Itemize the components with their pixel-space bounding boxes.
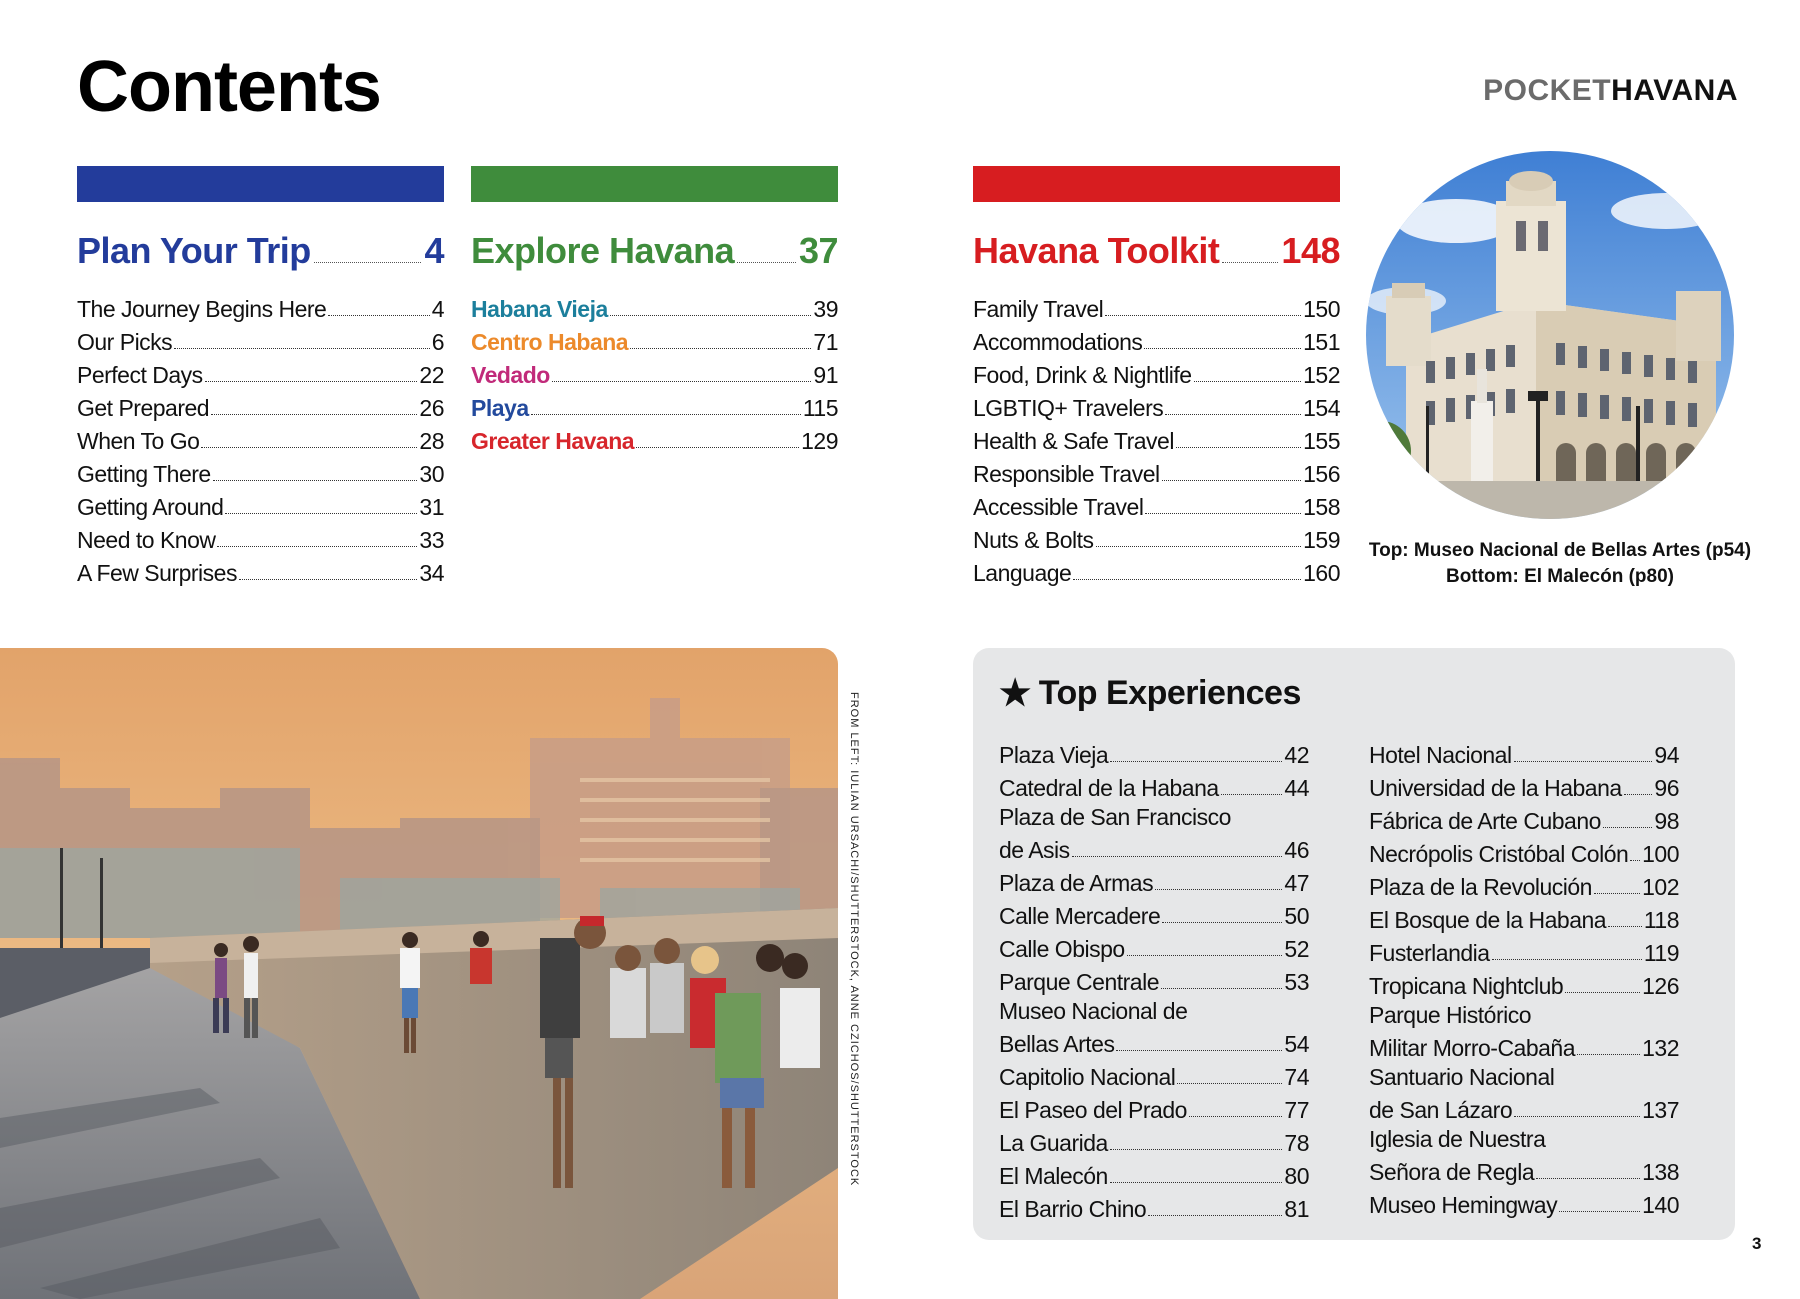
section-heading[interactable] (77, 222, 444, 272)
top-experience-label: El Malecón (999, 1163, 1108, 1189)
dot-leader (211, 414, 417, 415)
toc-item[interactable] (77, 488, 444, 521)
toc-item-label: Accessible Travel (973, 494, 1144, 520)
toc-item[interactable] (77, 389, 444, 422)
top-experience-label: Tropicana Nightclub (1369, 973, 1564, 999)
top-experience-label: Catedral de la Habana (999, 775, 1219, 801)
dot-leader (1559, 1211, 1640, 1212)
section-page: 4 (424, 230, 444, 271)
dot-leader (1072, 856, 1283, 857)
dot-leader (213, 480, 418, 481)
toc-item[interactable] (973, 290, 1340, 323)
caption-top: Top: Museo Nacional de Bellas Artes (p54) (1368, 540, 1752, 561)
toc-item-page: 34 (419, 560, 444, 586)
toc-item[interactable] (471, 323, 838, 356)
toc-item-label: Responsible Travel (973, 461, 1160, 487)
top-experience-page: 137 (1642, 1097, 1679, 1123)
dot-leader (205, 381, 418, 382)
section-explore-havana (471, 166, 838, 455)
dot-leader (610, 315, 812, 316)
top-experience-item[interactable] (999, 1157, 1309, 1190)
toc-item-page: 152 (1303, 362, 1340, 388)
dot-leader (630, 348, 811, 349)
top-experience-page: 78 (1284, 1130, 1309, 1156)
section-title: Explore Havana (471, 230, 735, 271)
top-experience-item[interactable] (999, 802, 1309, 864)
top-experience-page: 81 (1284, 1196, 1309, 1222)
museum-photo (1366, 151, 1734, 519)
dot-leader (1222, 262, 1278, 263)
top-experience-page: 119 (1643, 940, 1679, 966)
toc-item-page: 151 (1303, 329, 1340, 355)
star-icon: ★ (999, 672, 1031, 713)
toc-item-page: 6 (431, 329, 444, 355)
dot-leader (1144, 348, 1301, 349)
toc-item-label: Get Prepared (77, 395, 210, 421)
dot-leader (1514, 761, 1653, 762)
dot-leader (1073, 579, 1301, 580)
dot-leader (1110, 761, 1282, 762)
toc-item-label: When To Go (77, 428, 200, 454)
dot-leader (1127, 955, 1283, 956)
top-experience-item[interactable] (999, 897, 1309, 930)
dot-leader (1105, 315, 1301, 316)
dot-leader (1148, 1215, 1282, 1216)
dot-leader (1189, 1116, 1283, 1117)
dot-leader (1110, 1182, 1283, 1183)
top-experience-label: Plaza de la Revolución (1369, 874, 1592, 900)
dot-leader (1514, 1116, 1640, 1117)
toc-item-page: 156 (1303, 461, 1340, 487)
top-experience-item[interactable] (999, 1124, 1309, 1157)
dot-leader (1221, 794, 1283, 795)
toc-item[interactable] (973, 422, 1340, 455)
top-experience-item[interactable] (1369, 1000, 1679, 1062)
top-experience-item[interactable] (1369, 1062, 1679, 1124)
top-experience-page: 74 (1284, 1064, 1309, 1090)
dot-leader (1155, 889, 1282, 890)
toc-item-label: Food, Drink & Nightlife (973, 362, 1192, 388)
toc-item[interactable] (973, 389, 1340, 422)
dot-leader (1145, 513, 1301, 514)
malecon-photo (0, 648, 838, 1299)
toc-item-label: Family Travel (973, 296, 1104, 322)
toc-item-page: 154 (1303, 395, 1340, 421)
top-experience-label: Fábrica de Arte Cubano (1369, 808, 1601, 834)
toc-item[interactable] (471, 389, 838, 422)
section-heading[interactable] (973, 222, 1340, 272)
top-experiences-col-2 (1369, 736, 1679, 1219)
top-experience-label: El Paseo del Prado (999, 1097, 1187, 1123)
top-experience-label: Calle Obispo (999, 936, 1125, 962)
top-experience-label: Museo Nacional de (999, 998, 1188, 1024)
toc-item[interactable] (973, 356, 1340, 389)
toc-list (471, 290, 838, 455)
dot-leader (1630, 860, 1640, 861)
section-havana-toolkit (973, 166, 1340, 587)
toc-item[interactable] (77, 422, 444, 455)
toc-item[interactable] (973, 521, 1340, 554)
top-experience-item[interactable] (999, 930, 1309, 963)
dot-leader (1162, 480, 1302, 481)
dot-leader (1110, 1149, 1283, 1150)
dot-leader (737, 262, 796, 263)
toc-item-page: 129 (801, 428, 838, 454)
page-title: Contents (77, 47, 381, 127)
section-color-bar (77, 166, 444, 202)
toc-item-label: Our Picks (77, 329, 173, 355)
toc-item-label: LGBTIQ+ Travelers (973, 395, 1164, 421)
top-experience-item[interactable] (1369, 868, 1679, 901)
top-experience-item[interactable] (1369, 934, 1679, 967)
top-experience-page: 118 (1643, 907, 1679, 933)
toc-item-page: 71 (813, 329, 838, 355)
top-experience-page: 102 (1642, 874, 1679, 900)
top-experience-page: 54 (1284, 1031, 1309, 1057)
toc-list (77, 290, 444, 587)
top-experience-item[interactable] (1369, 736, 1679, 769)
top-experience-label: El Bosque de la Habana (1369, 907, 1607, 933)
toc-item[interactable] (77, 290, 444, 323)
toc-item-page: 31 (419, 494, 444, 520)
top-experience-item[interactable] (999, 769, 1309, 802)
toc-item-page: 115 (802, 395, 838, 421)
top-experiences-col-1 (999, 736, 1309, 1223)
dot-leader (217, 546, 417, 547)
top-experience-label: Necrópolis Cristóbal Colón (1369, 841, 1629, 867)
toc-item[interactable] (471, 290, 838, 323)
toc-item-page: 160 (1303, 560, 1340, 586)
toc-item-page: 155 (1303, 428, 1340, 454)
toc-item-label: Vedado (471, 362, 550, 388)
dot-leader (531, 414, 801, 415)
toc-item-label: Centro Habana (471, 329, 629, 355)
top-experience-item[interactable] (1369, 1186, 1679, 1219)
toc-item-label: Health & Safe Travel (973, 428, 1174, 454)
toc-item-page: 158 (1303, 494, 1340, 520)
top-experience-label: El Barrio Chino (999, 1196, 1147, 1222)
top-experience-page: 46 (1284, 837, 1309, 863)
top-experience-label: Iglesia de Nuestra (1369, 1126, 1546, 1152)
brand-logo (1483, 74, 1738, 108)
dot-leader (1536, 1178, 1640, 1179)
photo-credit: FROM LEFT: IULIAN URSACHI/SHUTTERSTOCK, ANNE CZICHOS/SHUTTERSTOCK (848, 692, 860, 1187)
section-heading[interactable] (471, 222, 838, 272)
toc-item[interactable] (471, 356, 838, 389)
toc-item-label: Habana Vieja (471, 296, 608, 322)
top-experience-item[interactable] (999, 996, 1309, 1058)
top-experience-item[interactable] (1369, 1124, 1679, 1186)
caption-bottom: Bottom: El Malecón (p80) (1445, 566, 1674, 587)
top-experience-page: 52 (1284, 936, 1309, 962)
dot-leader (552, 381, 812, 382)
toc-item-label: Language (973, 560, 1072, 586)
top-experience-label: Militar Morro-Cabaña (1369, 1035, 1576, 1061)
top-experience-page: 47 (1284, 870, 1309, 896)
top-experience-item[interactable] (1369, 802, 1679, 835)
top-experience-page: 98 (1654, 808, 1679, 834)
top-experience-label: de Asis (999, 837, 1070, 863)
top-experience-label: Parque Centrale (999, 969, 1159, 995)
top-experience-item[interactable] (999, 736, 1309, 769)
dot-leader (636, 447, 799, 448)
toc-item-label: Nuts & Bolts (973, 527, 1094, 553)
toc-item[interactable] (973, 455, 1340, 488)
top-experience-label: La Guarida (999, 1130, 1108, 1156)
toc-item[interactable] (471, 422, 838, 455)
dot-leader (1594, 893, 1640, 894)
top-experience-page: 50 (1284, 903, 1309, 929)
toc-item-label: Perfect Days (77, 362, 203, 388)
dot-leader (1577, 1054, 1640, 1055)
top-experience-item[interactable] (999, 963, 1309, 996)
dot-leader (1194, 381, 1302, 382)
top-experience-item[interactable] (999, 1058, 1309, 1091)
toc-item-label: Getting Around (77, 494, 224, 520)
top-experience-label: Universidad de la Habana (1369, 775, 1622, 801)
toc-item-label: A Few Surprises (77, 560, 237, 586)
toc-item-label: Need to Know (77, 527, 216, 553)
top-experience-label: Fusterlandia (1369, 940, 1490, 966)
dot-leader (1161, 988, 1282, 989)
dot-leader (174, 348, 430, 349)
photo-caption (1360, 538, 1760, 590)
top-experience-label: Plaza de Armas (999, 870, 1154, 896)
toc-item-page: 159 (1303, 527, 1340, 553)
toc-item-label: Greater Havana (471, 428, 635, 454)
toc-item-label: The Journey Begins Here (77, 296, 327, 322)
top-experience-page: 100 (1642, 841, 1679, 867)
dot-leader (328, 315, 429, 316)
toc-item-page: 26 (419, 395, 444, 421)
dot-leader (1608, 926, 1642, 927)
section-title: Havana Toolkit (973, 230, 1220, 271)
dot-leader (1603, 827, 1652, 828)
dot-leader (1176, 447, 1301, 448)
top-experience-item[interactable] (1369, 769, 1679, 802)
top-experience-label: Señora de Regla (1369, 1159, 1535, 1185)
top-experiences-heading (999, 672, 1301, 714)
dot-leader (201, 447, 417, 448)
toc-item-page: 28 (419, 428, 444, 454)
top-experiences-title: Top Experiences (1038, 673, 1301, 712)
toc-item-page: 150 (1303, 296, 1340, 322)
toc-item[interactable] (77, 554, 444, 587)
toc-item-page: 33 (419, 527, 444, 553)
toc-item[interactable] (77, 455, 444, 488)
dot-leader (1162, 922, 1282, 923)
top-experience-page: 126 (1642, 973, 1679, 999)
top-experience-label: Hotel Nacional (1369, 742, 1512, 768)
toc-item[interactable] (973, 554, 1340, 587)
top-experience-page: 138 (1642, 1159, 1679, 1185)
top-experience-page: 132 (1642, 1035, 1679, 1061)
top-experience-label: Calle Mercadere (999, 903, 1161, 929)
top-experience-item[interactable] (999, 1091, 1309, 1124)
top-experience-label: Parque Histórico (1369, 1002, 1532, 1028)
top-experience-item[interactable] (999, 864, 1309, 897)
top-experience-label: de San Lázaro (1369, 1097, 1513, 1123)
toc-item-page: 91 (813, 362, 838, 388)
museum-illustration (1366, 151, 1734, 519)
top-experience-item[interactable] (1369, 901, 1679, 934)
section-plan-your-trip (77, 166, 444, 587)
section-color-bar (973, 166, 1340, 202)
top-experience-label: Plaza de San Francisco (999, 804, 1231, 830)
section-page: 37 (798, 230, 838, 271)
top-experience-page: 77 (1284, 1097, 1309, 1123)
section-color-bar (471, 166, 838, 202)
top-experience-item[interactable] (999, 1190, 1309, 1223)
dot-leader (1492, 959, 1642, 960)
toc-list (973, 290, 1340, 587)
dot-leader (1096, 546, 1302, 547)
brand-havana: HAVANA (1611, 74, 1738, 107)
page-number: 3 (1752, 1234, 1762, 1253)
malecon-illustration (0, 648, 838, 1299)
top-experience-label: Museo Hemingway (1369, 1192, 1558, 1218)
toc-item-page: 39 (813, 296, 838, 322)
top-experience-page: 53 (1284, 969, 1309, 995)
dot-leader (1624, 794, 1653, 795)
top-experience-page: 80 (1284, 1163, 1309, 1189)
toc-item-page: 4 (431, 296, 444, 322)
brand-pocket: POCKET (1483, 74, 1612, 107)
dot-leader (239, 579, 417, 580)
top-experience-label: Santuario Nacional (1369, 1064, 1555, 1090)
top-experience-label: Plaza Vieja (999, 742, 1109, 768)
toc-item-label: Getting There (77, 461, 211, 487)
toc-item[interactable] (973, 323, 1340, 356)
toc-item[interactable] (77, 356, 444, 389)
toc-item[interactable] (77, 323, 444, 356)
top-experience-label: Bellas Artes (999, 1031, 1115, 1057)
toc-item-page: 30 (419, 461, 444, 487)
toc-item-label: Playa (471, 395, 529, 421)
dot-leader (1165, 414, 1301, 415)
top-experience-page: 96 (1654, 775, 1679, 801)
dot-leader (1177, 1083, 1282, 1084)
top-experience-label: Capitolio Nacional (999, 1064, 1176, 1090)
top-experience-page: 140 (1642, 1192, 1679, 1218)
dot-leader (1565, 992, 1640, 993)
top-experience-page: 42 (1284, 742, 1309, 768)
top-experience-item[interactable] (1369, 967, 1679, 1000)
dot-leader (1116, 1050, 1282, 1051)
dot-leader (225, 513, 417, 514)
toc-item-label: Accommodations (973, 329, 1143, 355)
toc-item-page: 22 (419, 362, 444, 388)
top-experience-item[interactable] (1369, 835, 1679, 868)
toc-item[interactable] (77, 521, 444, 554)
section-page: 148 (1281, 230, 1340, 271)
top-experience-page: 44 (1284, 775, 1309, 801)
section-title: Plan Your Trip (77, 230, 311, 271)
top-experiences-box (973, 648, 1735, 1240)
top-experience-page: 94 (1654, 742, 1679, 768)
dot-leader (314, 262, 422, 263)
toc-item[interactable] (973, 488, 1340, 521)
